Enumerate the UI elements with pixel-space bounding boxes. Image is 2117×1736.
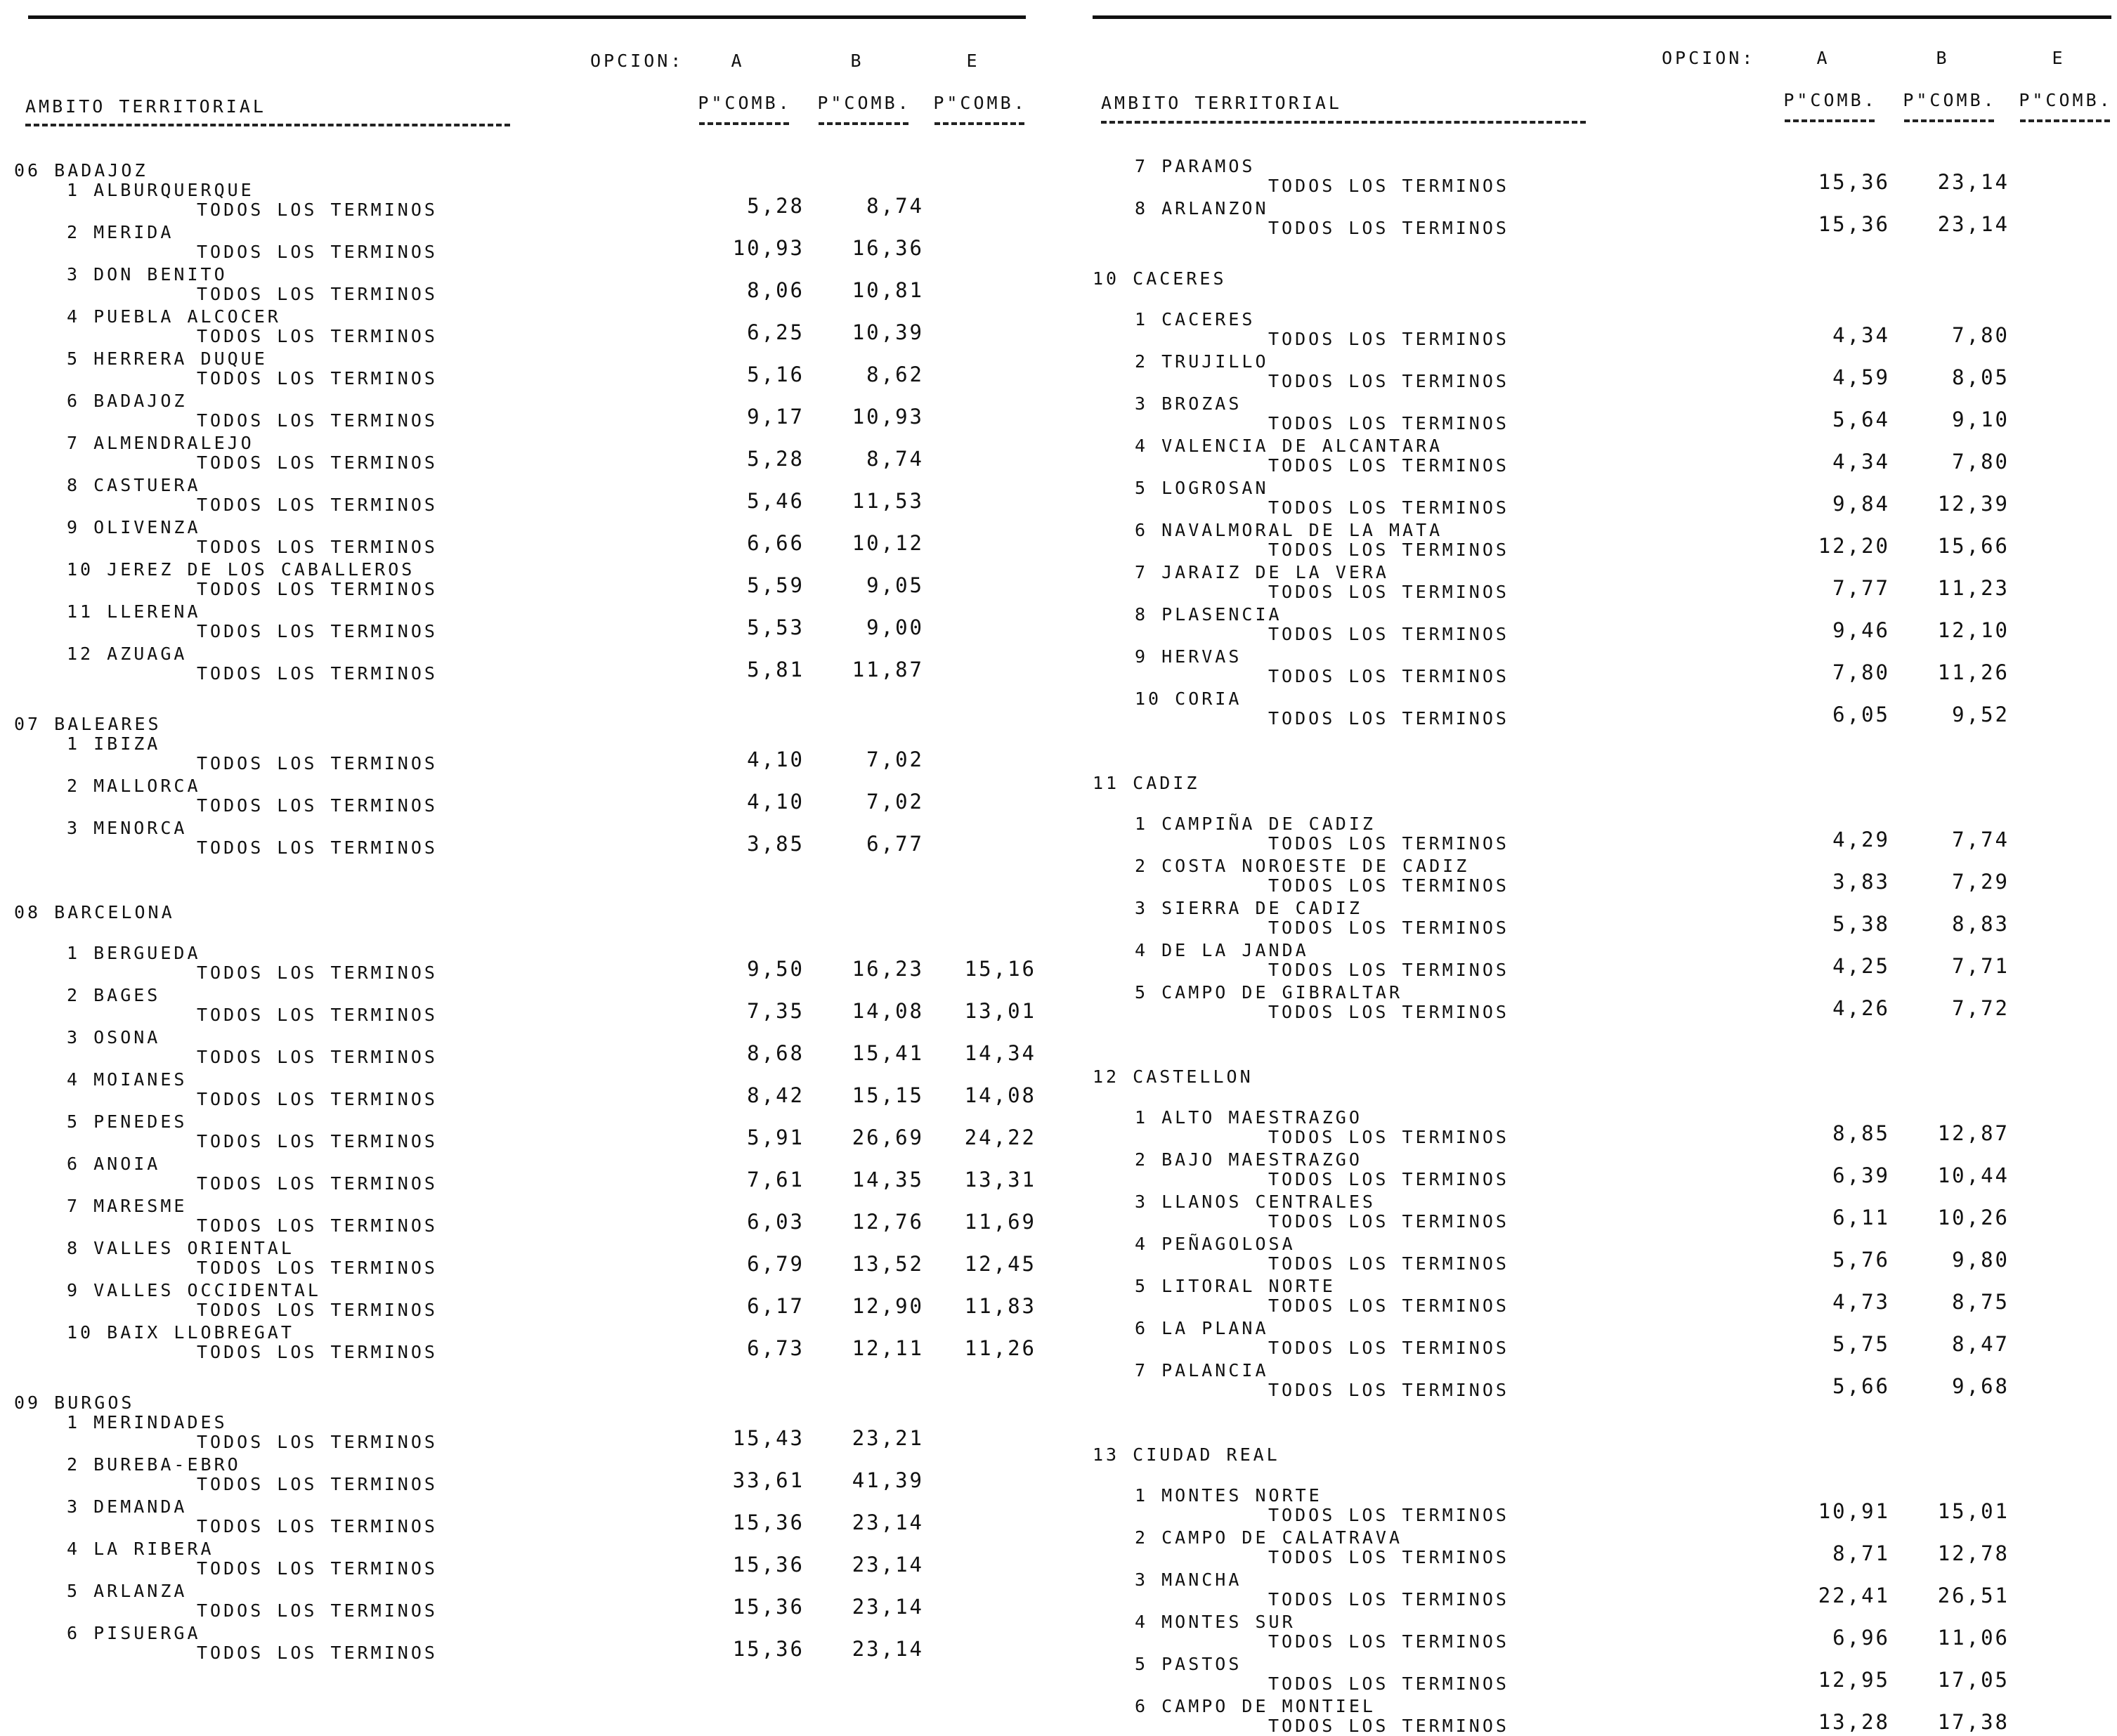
province-heading: 12 CASTELLON <box>1093 1066 1253 1087</box>
value-b: 9,00 <box>866 615 924 639</box>
comarca-name: 5 ARLANZA <box>67 1581 188 1601</box>
todos-los-terminos-label: TODOS LOS TERMINOS <box>1268 497 1509 518</box>
value-a: 10,93 <box>732 236 805 260</box>
top-rule <box>28 15 1026 19</box>
todos-los-terminos-label: TODOS LOS TERMINOS <box>197 1643 438 1663</box>
comarca-name: 6 PISUERGA <box>67 1623 201 1643</box>
todos-los-terminos-label: TODOS LOS TERMINOS <box>1268 875 1509 896</box>
value-a: 5,46 <box>747 489 805 513</box>
value-a: 8,85 <box>1832 1121 1890 1145</box>
value-b: 23,21 <box>852 1426 924 1450</box>
value-a: 3,85 <box>747 832 805 856</box>
todos-los-terminos-label: TODOS LOS TERMINOS <box>1268 413 1509 433</box>
comarca-name: 4 MONTES SUR <box>1135 1612 1296 1632</box>
ambito-underline <box>25 124 510 126</box>
todos-los-terminos-label: TODOS LOS TERMINOS <box>1268 455 1509 476</box>
pcomb-b-header: P"COMB. <box>1903 90 1997 110</box>
todos-los-terminos-label: TODOS LOS TERMINOS <box>197 1600 438 1621</box>
todos-los-terminos-label: TODOS LOS TERMINOS <box>1268 1716 1509 1736</box>
todos-los-terminos-label: TODOS LOS TERMINOS <box>1268 1631 1509 1652</box>
value-a: 4,73 <box>1832 1290 1890 1314</box>
option-e-header: E <box>966 51 980 71</box>
todos-los-terminos-label: TODOS LOS TERMINOS <box>1268 329 1509 349</box>
value-b: 12,11 <box>852 1336 924 1360</box>
comarca-name: 8 PLASENCIA <box>1135 604 1282 625</box>
comarca-name: 5 PASTOS <box>1135 1654 1242 1674</box>
value-b: 7,80 <box>1952 450 2009 474</box>
comarca-name: 6 NAVALMORAL DE LA MATA <box>1135 520 1443 540</box>
todos-los-terminos-label: TODOS LOS TERMINOS <box>197 410 438 431</box>
value-b: 15,66 <box>1937 534 2009 558</box>
todos-los-terminos-label: TODOS LOS TERMINOS <box>197 1173 438 1194</box>
comarca-name: 7 ALMENDRALEJO <box>67 433 254 453</box>
value-e: 11,69 <box>964 1210 1036 1234</box>
ambito-underline <box>1101 121 1586 124</box>
value-b: 11,87 <box>852 658 924 681</box>
comarca-name: 5 LITORAL NORTE <box>1135 1276 1336 1296</box>
value-b: 7,72 <box>1952 996 2009 1020</box>
left-column <box>14 0 1036 1663</box>
comarca-name: 1 MONTES NORTE <box>1135 1485 1322 1506</box>
value-a: 5,59 <box>747 573 805 597</box>
value-b: 11,26 <box>1937 660 2009 684</box>
ambito-territorial-label: AMBITO TERRITORIAL <box>25 96 266 117</box>
comarca-name: 2 CAMPO DE CALATRAVA <box>1135 1527 1403 1548</box>
todos-los-terminos-label: TODOS LOS TERMINOS <box>197 1131 438 1151</box>
option-a-header: A <box>1816 48 1830 68</box>
value-a: 15,36 <box>732 1553 805 1577</box>
comarca-name: 4 LA RIBERA <box>67 1539 214 1559</box>
value-b: 8,05 <box>1952 365 2009 389</box>
value-b: 12,76 <box>852 1210 924 1234</box>
comarca-name: 7 PALANCIA <box>1135 1360 1269 1381</box>
todos-los-terminos-label: TODOS LOS TERMINOS <box>1268 1127 1509 1147</box>
value-b: 23,14 <box>1937 170 2009 194</box>
opcion-label: OPCION: <box>1662 48 1756 68</box>
comarca-name: 4 MOIANES <box>67 1069 188 1090</box>
todos-los-terminos-label: TODOS LOS TERMINOS <box>197 1432 438 1452</box>
comarca-name: 1 IBIZA <box>67 733 161 754</box>
comarca-name: 5 CAMPO DE GIBRALTAR <box>1135 982 1403 1003</box>
value-b: 12,90 <box>852 1294 924 1318</box>
value-a: 4,10 <box>747 790 805 814</box>
value-b: 10,44 <box>1937 1163 2009 1187</box>
todos-los-terminos-label: TODOS LOS TERMINOS <box>1268 1002 1509 1022</box>
value-e: 14,34 <box>964 1041 1036 1065</box>
value-a: 5,38 <box>1832 912 1890 936</box>
comarca-name: 1 MERINDADES <box>67 1412 228 1432</box>
value-b: 9,68 <box>1952 1374 2009 1398</box>
value-b: 14,08 <box>852 999 924 1023</box>
value-b: 26,69 <box>852 1125 924 1149</box>
value-e: 11,26 <box>964 1336 1036 1360</box>
todos-los-terminos-label: TODOS LOS TERMINOS <box>1268 371 1509 391</box>
todos-los-terminos-label: TODOS LOS TERMINOS <box>197 242 438 262</box>
value-a: 4,10 <box>747 748 805 771</box>
pcomb-e-header: P"COMB. <box>2019 90 2113 110</box>
value-e: 12,45 <box>964 1252 1036 1276</box>
province-heading: 13 CIUDAD REAL <box>1093 1444 1280 1465</box>
comarca-name: 4 PUEBLA ALCOCER <box>67 306 281 327</box>
value-a: 22,41 <box>1818 1584 1890 1607</box>
value-b: 11,53 <box>852 489 924 513</box>
option-b-header: B <box>1936 48 1950 68</box>
value-a: 6,17 <box>747 1294 805 1318</box>
todos-los-terminos-label: TODOS LOS TERMINOS <box>1268 1673 1509 1694</box>
value-a: 6,03 <box>747 1210 805 1234</box>
value-b: 15,15 <box>852 1083 924 1107</box>
value-b: 7,71 <box>1952 954 2009 978</box>
value-a: 5,28 <box>747 447 805 471</box>
value-b: 8,83 <box>1952 912 2009 936</box>
todos-los-terminos-label: TODOS LOS TERMINOS <box>1268 1338 1509 1358</box>
value-b: 12,10 <box>1937 618 2009 642</box>
value-a: 12,20 <box>1818 534 1890 558</box>
value-a: 7,77 <box>1832 576 1890 600</box>
value-e: 13,31 <box>964 1168 1036 1192</box>
option-a-header: A <box>731 51 745 71</box>
value-b: 10,26 <box>1937 1206 2009 1229</box>
todos-los-terminos-label: TODOS LOS TERMINOS <box>197 663 438 684</box>
comarca-name: 7 JARAIZ DE LA VERA <box>1135 562 1389 582</box>
value-a: 15,36 <box>732 1637 805 1661</box>
todos-los-terminos-label: TODOS LOS TERMINOS <box>197 200 438 220</box>
value-a: 15,43 <box>732 1426 805 1450</box>
value-b: 10,81 <box>852 278 924 302</box>
comarca-name: 2 COSTA NOROESTE DE CADIZ <box>1135 856 1470 876</box>
comarca-name: 1 ALTO MAESTRAZGO <box>1135 1107 1362 1128</box>
comarca-name: 1 CACERES <box>1135 309 1256 329</box>
comarca-name: 4 PEÑAGOLOSA <box>1135 1234 1296 1254</box>
pcomb-a-header: P"COMB. <box>1783 90 1877 110</box>
value-b: 6,77 <box>866 832 924 856</box>
todos-los-terminos-label: TODOS LOS TERMINOS <box>1268 918 1509 938</box>
value-a: 4,59 <box>1832 365 1890 389</box>
todos-los-terminos-label: TODOS LOS TERMINOS <box>197 1474 438 1494</box>
comarca-name: 10 BAIX LLOBREGAT <box>67 1322 294 1343</box>
pcomb-b-underline <box>819 122 908 125</box>
value-b: 15,01 <box>1937 1499 2009 1523</box>
value-a: 9,84 <box>1832 492 1890 516</box>
todos-los-terminos-label: TODOS LOS TERMINOS <box>197 284 438 304</box>
todos-los-terminos-label: TODOS LOS TERMINOS <box>1268 624 1509 644</box>
value-b: 15,41 <box>852 1041 924 1065</box>
comarca-name: 6 CAMPO DE MONTIEL <box>1135 1696 1376 1716</box>
comarca-name: 3 MANCHA <box>1135 1569 1242 1590</box>
value-a: 5,64 <box>1832 407 1890 431</box>
todos-los-terminos-label: TODOS LOS TERMINOS <box>197 1215 438 1236</box>
value-b: 17,38 <box>1937 1710 2009 1734</box>
right-column <box>1093 0 2113 1736</box>
value-a: 5,75 <box>1832 1332 1890 1356</box>
comarca-name: 7 MARESME <box>67 1196 188 1216</box>
value-b: 8,75 <box>1952 1290 2009 1314</box>
todos-los-terminos-label: TODOS LOS TERMINOS <box>197 795 438 816</box>
comarca-name: 3 MENORCA <box>67 818 188 838</box>
todos-los-terminos-label: TODOS LOS TERMINOS <box>1268 176 1509 196</box>
comarca-name: 1 CAMPIÑA DE CADIZ <box>1135 814 1376 834</box>
value-b: 13,52 <box>852 1252 924 1276</box>
value-b: 12,87 <box>1937 1121 2009 1145</box>
comarca-name: 8 CASTUERA <box>67 475 201 495</box>
value-b: 23,14 <box>1937 212 2009 236</box>
todos-los-terminos-label: TODOS LOS TERMINOS <box>197 837 438 858</box>
value-b: 9,52 <box>1952 703 2009 726</box>
province-heading: 10 CACERES <box>1093 268 1227 289</box>
comarca-name: 3 LLANOS CENTRALES <box>1135 1192 1376 1212</box>
value-a: 12,95 <box>1818 1668 1890 1692</box>
todos-los-terminos-label: TODOS LOS TERMINOS <box>1268 1589 1509 1610</box>
opcion-label: OPCION: <box>590 51 684 71</box>
todos-los-terminos-label: TODOS LOS TERMINOS <box>197 1005 438 1025</box>
value-a: 15,36 <box>732 1595 805 1619</box>
value-b: 11,23 <box>1937 576 2009 600</box>
value-a: 6,11 <box>1832 1206 1890 1229</box>
pcomb-a-underline <box>1785 119 1875 122</box>
pcomb-b-underline <box>1904 119 1994 122</box>
value-b: 23,14 <box>852 1637 924 1661</box>
todos-los-terminos-label: TODOS LOS TERMINOS <box>197 1258 438 1278</box>
province-heading: 11 CADIZ <box>1093 773 1200 793</box>
value-a: 7,61 <box>747 1168 805 1192</box>
value-a: 6,96 <box>1832 1626 1890 1650</box>
todos-los-terminos-label: TODOS LOS TERMINOS <box>197 326 438 346</box>
value-a: 6,73 <box>747 1336 805 1360</box>
comarca-name: 1 ALBURQUERQUE <box>67 180 254 200</box>
value-e: 13,01 <box>964 999 1036 1023</box>
value-a: 9,17 <box>747 405 805 429</box>
todos-los-terminos-label: TODOS LOS TERMINOS <box>197 1558 438 1579</box>
comarca-name: 7 PARAMOS <box>1135 156 1256 176</box>
value-b: 41,39 <box>852 1468 924 1492</box>
comarca-name: 10 JEREZ DE LOS CABALLEROS <box>67 559 415 580</box>
value-a: 5,91 <box>747 1125 805 1149</box>
comarca-name: 3 OSONA <box>67 1027 161 1048</box>
value-a: 10,91 <box>1818 1499 1890 1523</box>
comarca-name: 2 BAJO MAESTRAZGO <box>1135 1149 1362 1170</box>
value-a: 8,06 <box>747 278 805 302</box>
comarca-name: 4 DE LA JANDA <box>1135 940 1309 960</box>
comarca-name: 2 MALLORCA <box>67 776 201 796</box>
todos-los-terminos-label: TODOS LOS TERMINOS <box>197 579 438 599</box>
pcomb-a-header: P"COMB. <box>698 93 792 113</box>
todos-los-terminos-label: TODOS LOS TERMINOS <box>1268 582 1509 602</box>
todos-los-terminos-label: TODOS LOS TERMINOS <box>197 368 438 389</box>
value-a: 6,05 <box>1832 703 1890 726</box>
value-b: 9,80 <box>1952 1248 2009 1272</box>
comarca-name: 9 VALLES OCCIDENTAL <box>67 1280 321 1300</box>
value-a: 4,25 <box>1832 954 1890 978</box>
todos-los-terminos-label: TODOS LOS TERMINOS <box>197 452 438 473</box>
value-a: 5,81 <box>747 658 805 681</box>
option-e-header: E <box>2052 48 2066 68</box>
value-a: 5,76 <box>1832 1248 1890 1272</box>
comarca-name: 5 LOGROSAN <box>1135 478 1269 498</box>
comarca-name: 3 DEMANDA <box>67 1496 188 1517</box>
comarca-name: 6 ANOIA <box>67 1154 161 1174</box>
todos-los-terminos-label: TODOS LOS TERMINOS <box>1268 1169 1509 1189</box>
todos-los-terminos-label: TODOS LOS TERMINOS <box>1268 1296 1509 1316</box>
comarca-name: 6 LA PLANA <box>1135 1318 1269 1338</box>
comarca-name: 12 AZUAGA <box>67 644 188 664</box>
value-b: 7,02 <box>866 748 924 771</box>
comarca-name: 9 HERVAS <box>1135 646 1242 667</box>
value-b: 8,47 <box>1952 1332 2009 1356</box>
value-a: 4,34 <box>1832 323 1890 347</box>
value-a: 7,80 <box>1832 660 1890 684</box>
todos-los-terminos-label: TODOS LOS TERMINOS <box>1268 1505 1509 1525</box>
value-a: 3,83 <box>1832 870 1890 894</box>
value-b: 8,74 <box>866 447 924 471</box>
value-b: 10,93 <box>852 405 924 429</box>
value-a: 5,28 <box>747 194 805 218</box>
comarca-name: 11 LLERENA <box>67 601 201 622</box>
todos-los-terminos-label: TODOS LOS TERMINOS <box>197 1342 438 1362</box>
value-a: 6,39 <box>1832 1163 1890 1187</box>
value-b: 23,14 <box>852 1595 924 1619</box>
value-a: 9,46 <box>1832 618 1890 642</box>
comarca-name: 10 CORIA <box>1135 688 1242 709</box>
value-a: 5,53 <box>747 615 805 639</box>
todos-los-terminos-label: TODOS LOS TERMINOS <box>1268 1253 1509 1274</box>
comarca-name: 9 OLIVENZA <box>67 517 201 537</box>
value-a: 15,36 <box>1818 170 1890 194</box>
value-b: 23,14 <box>852 1510 924 1534</box>
todos-los-terminos-label: TODOS LOS TERMINOS <box>197 621 438 641</box>
pcomb-b-header: P"COMB. <box>817 93 911 113</box>
pcomb-e-header: P"COMB. <box>933 93 1027 113</box>
comarca-name: 3 DON BENITO <box>67 264 228 285</box>
value-b: 8,62 <box>866 363 924 386</box>
todos-los-terminos-label: TODOS LOS TERMINOS <box>197 1300 438 1320</box>
value-b: 7,80 <box>1952 323 2009 347</box>
value-a: 5,16 <box>747 363 805 386</box>
value-b: 10,39 <box>852 320 924 344</box>
value-b: 9,05 <box>866 573 924 597</box>
comarca-name: 5 HERRERA DUQUE <box>67 348 268 369</box>
value-b: 12,39 <box>1937 492 2009 516</box>
value-a: 6,25 <box>747 320 805 344</box>
value-b: 16,23 <box>852 957 924 981</box>
todos-los-terminos-label: TODOS LOS TERMINOS <box>1268 833 1509 854</box>
province-heading: 09 BURGOS <box>14 1392 135 1413</box>
todos-los-terminos-label: TODOS LOS TERMINOS <box>197 753 438 774</box>
todos-los-terminos-label: TODOS LOS TERMINOS <box>1268 1380 1509 1400</box>
todos-los-terminos-label: TODOS LOS TERMINOS <box>1268 960 1509 980</box>
value-a: 13,28 <box>1818 1710 1890 1734</box>
ambito-territorial-label: AMBITO TERRITORIAL <box>1101 93 1342 113</box>
value-b: 12,78 <box>1937 1541 2009 1565</box>
value-b: 16,36 <box>852 236 924 260</box>
comarca-name: 2 TRUJILLO <box>1135 351 1269 372</box>
comarca-name: 3 BROZAS <box>1135 393 1242 414</box>
comarca-name: 6 BADAJOZ <box>67 391 188 411</box>
value-a: 4,34 <box>1832 450 1890 474</box>
value-e: 24,22 <box>964 1125 1036 1149</box>
value-a: 15,36 <box>732 1510 805 1534</box>
comarca-name: 5 PENEDES <box>67 1111 188 1132</box>
todos-los-terminos-label: TODOS LOS TERMINOS <box>197 962 438 983</box>
value-b: 23,14 <box>852 1553 924 1577</box>
value-b: 26,51 <box>1937 1584 2009 1607</box>
pcomb-a-underline <box>699 122 789 125</box>
value-b: 17,05 <box>1937 1668 2009 1692</box>
pcomb-e-underline <box>2020 119 2110 122</box>
value-e: 15,16 <box>964 957 1036 981</box>
todos-los-terminos-label: TODOS LOS TERMINOS <box>197 537 438 557</box>
comarca-name: 2 BAGES <box>67 985 161 1005</box>
value-b: 14,35 <box>852 1168 924 1192</box>
comarca-name: 8 ARLANZON <box>1135 198 1269 218</box>
comarca-name: 3 SIERRA DE CADIZ <box>1135 898 1362 918</box>
option-b-header: B <box>850 51 864 71</box>
value-b: 8,74 <box>866 194 924 218</box>
value-b: 9,10 <box>1952 407 2009 431</box>
value-b: 7,02 <box>866 790 924 814</box>
comarca-name: 8 VALLES ORIENTAL <box>67 1238 294 1258</box>
province-heading: 07 BALEARES <box>14 714 162 734</box>
pcomb-e-underline <box>934 122 1024 125</box>
top-rule <box>1093 15 2111 19</box>
value-a: 8,71 <box>1832 1541 1890 1565</box>
value-a: 8,68 <box>747 1041 805 1065</box>
value-a: 4,26 <box>1832 996 1890 1020</box>
value-a: 7,35 <box>747 999 805 1023</box>
province-heading: 06 BADAJOZ <box>14 160 148 181</box>
todos-los-terminos-label: TODOS LOS TERMINOS <box>197 1047 438 1067</box>
value-a: 33,61 <box>732 1468 805 1492</box>
todos-los-terminos-label: TODOS LOS TERMINOS <box>1268 666 1509 686</box>
todos-los-terminos-label: TODOS LOS TERMINOS <box>197 495 438 515</box>
todos-los-terminos-label: TODOS LOS TERMINOS <box>1268 1211 1509 1232</box>
value-a: 4,29 <box>1832 828 1890 851</box>
todos-los-terminos-label: TODOS LOS TERMINOS <box>197 1516 438 1536</box>
todos-los-terminos-label: TODOS LOS TERMINOS <box>1268 218 1509 238</box>
value-a: 8,42 <box>747 1083 805 1107</box>
value-b: 7,74 <box>1952 828 2009 851</box>
value-b: 7,29 <box>1952 870 2009 894</box>
value-a: 15,36 <box>1818 212 1890 236</box>
comarca-name: 2 MERIDA <box>67 222 174 242</box>
value-b: 11,06 <box>1937 1626 2009 1650</box>
value-e: 14,08 <box>964 1083 1036 1107</box>
todos-los-terminos-label: TODOS LOS TERMINOS <box>1268 1547 1509 1567</box>
value-b: 10,12 <box>852 531 924 555</box>
todos-los-terminos-label: TODOS LOS TERMINOS <box>1268 708 1509 729</box>
comarca-name: 2 BUREBA-EBRO <box>67 1454 241 1475</box>
comarca-name: 4 VALENCIA DE ALCANTARA <box>1135 436 1443 456</box>
todos-los-terminos-label: TODOS LOS TERMINOS <box>1268 540 1509 560</box>
value-e: 11,83 <box>964 1294 1036 1318</box>
value-a: 6,66 <box>747 531 805 555</box>
value-a: 9,50 <box>747 957 805 981</box>
province-heading: 08 BARCELONA <box>14 902 175 922</box>
comarca-name: 1 BERGUEDA <box>67 943 201 963</box>
value-a: 5,66 <box>1832 1374 1890 1398</box>
todos-los-terminos-label: TODOS LOS TERMINOS <box>197 1089 438 1109</box>
value-a: 6,79 <box>747 1252 805 1276</box>
